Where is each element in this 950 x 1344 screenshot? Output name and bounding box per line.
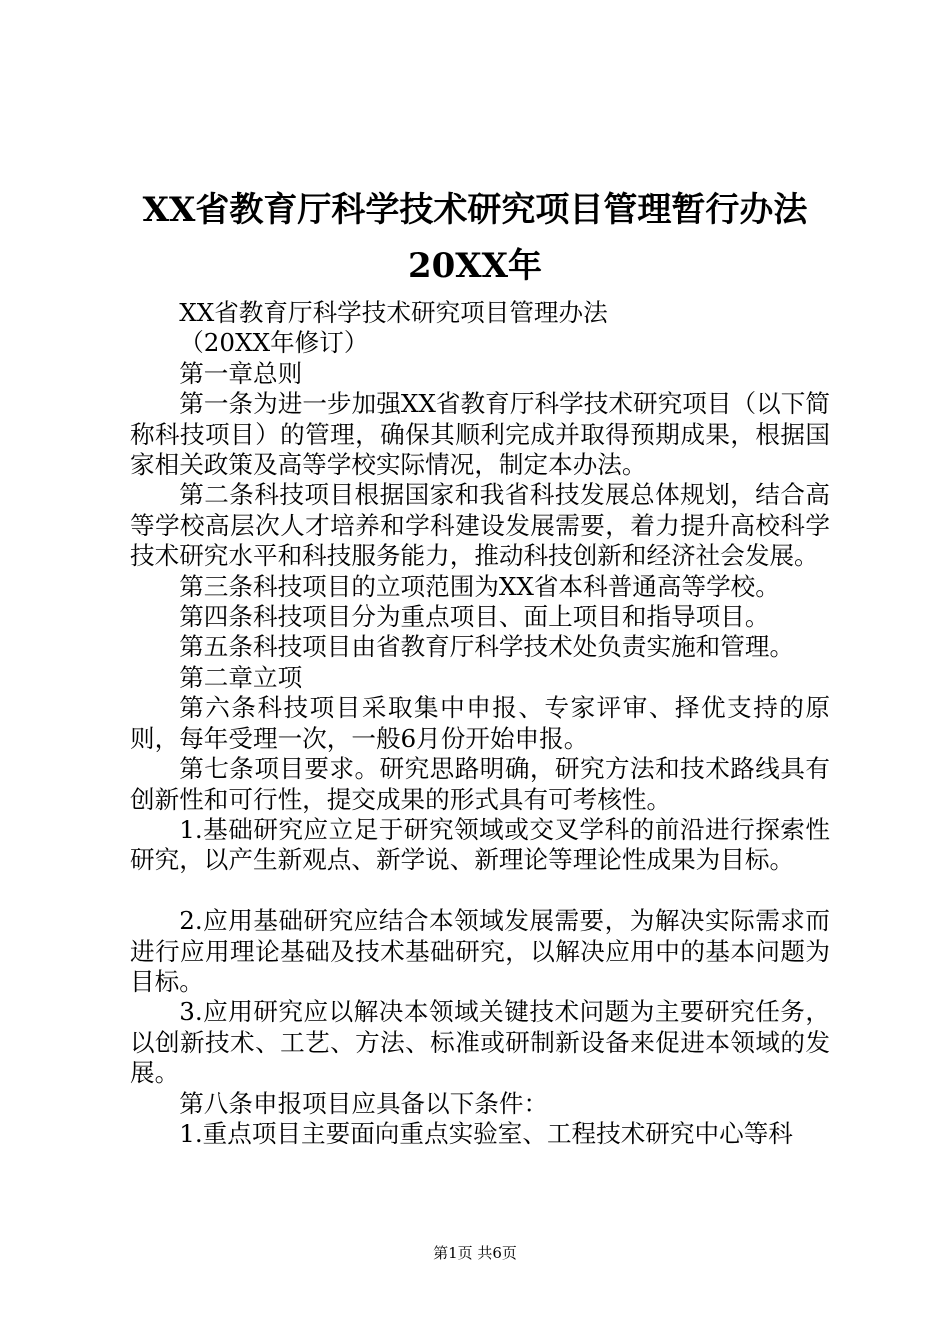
list-item: 1.重点项目主要面向重点实验室、工程技术研究中心等科 bbox=[179, 1118, 793, 1148]
chapter-heading: 第一章总则 bbox=[179, 358, 303, 388]
article-paragraph: 第四条科技项目分为重点项目、面上项目和指导项目。 bbox=[179, 602, 770, 632]
document-body bbox=[130, 298, 830, 1149]
article-paragraph: 第七条项目要求。研究思路明确，研究方法和技术路线具有创新性和可行性，提交成果的形式具有可考核性。 bbox=[130, 754, 830, 814]
document-title-line-2: 20XX年 bbox=[407, 246, 543, 286]
page-number-footer: 第1页 共6页 bbox=[433, 1244, 517, 1262]
list-item: 1.基础研究应立足于研究领域或交叉学科的前沿进行探索性研究，以产生新观点、新学说、新理论等理论性成果为目标。 bbox=[130, 814, 830, 875]
article-paragraph: 第六条科技项目采取集中申报、专家评审、择优支持的原则，每年受理一次，一般6月份开始申报。 bbox=[130, 693, 830, 753]
article-paragraph: 第二条科技项目根据国家和我省科技发展总体规划，结合高等学校高层次人才培养和学科建设发展需要，着力提升高校科学技术研究水平和科技服务能力，推动科技创新和经济社会发展。 bbox=[130, 480, 830, 571]
article-paragraph: 第一条为进一步加强XX省教育厅科学技术研究项目（以下简称科技项目）的管理，确保其顺利完成并取得预期成果，根据国家相关政策及高等学校实际情况，制定本办法。 bbox=[130, 389, 830, 480]
revision-note: （20XX年修订） bbox=[179, 328, 369, 358]
document-title-line-1: XX省教育厅科学技术研究项目管理暂行办法 bbox=[142, 190, 808, 230]
chapter-heading: 第二章立项 bbox=[179, 662, 303, 692]
article-paragraph: 第五条科技项目由省教育厅科学技术处负责实施和管理。 bbox=[179, 632, 795, 662]
subtitle: XX省教育厅科学技术研究项目管理办法 bbox=[179, 298, 608, 327]
article-paragraph: 第八条申报项目应具备以下条件： bbox=[179, 1088, 549, 1118]
list-item: 3.应用研究应以解决本领域关键技术问题为主要研究任务，以创新技术、工艺、方法、标准或研制新设备来促进本领域的发展。 bbox=[130, 997, 830, 1088]
article-paragraph: 第三条科技项目的立项范围为XX省本科普通高等学校。 bbox=[179, 571, 780, 601]
blank-line bbox=[130, 876, 830, 906]
list-item: 2.应用基础研究应结合本领域发展需要，为解决实际需求而进行应用理论基础及技术基础研究，以解决应用中的基本问题为目标。 bbox=[130, 906, 830, 996]
